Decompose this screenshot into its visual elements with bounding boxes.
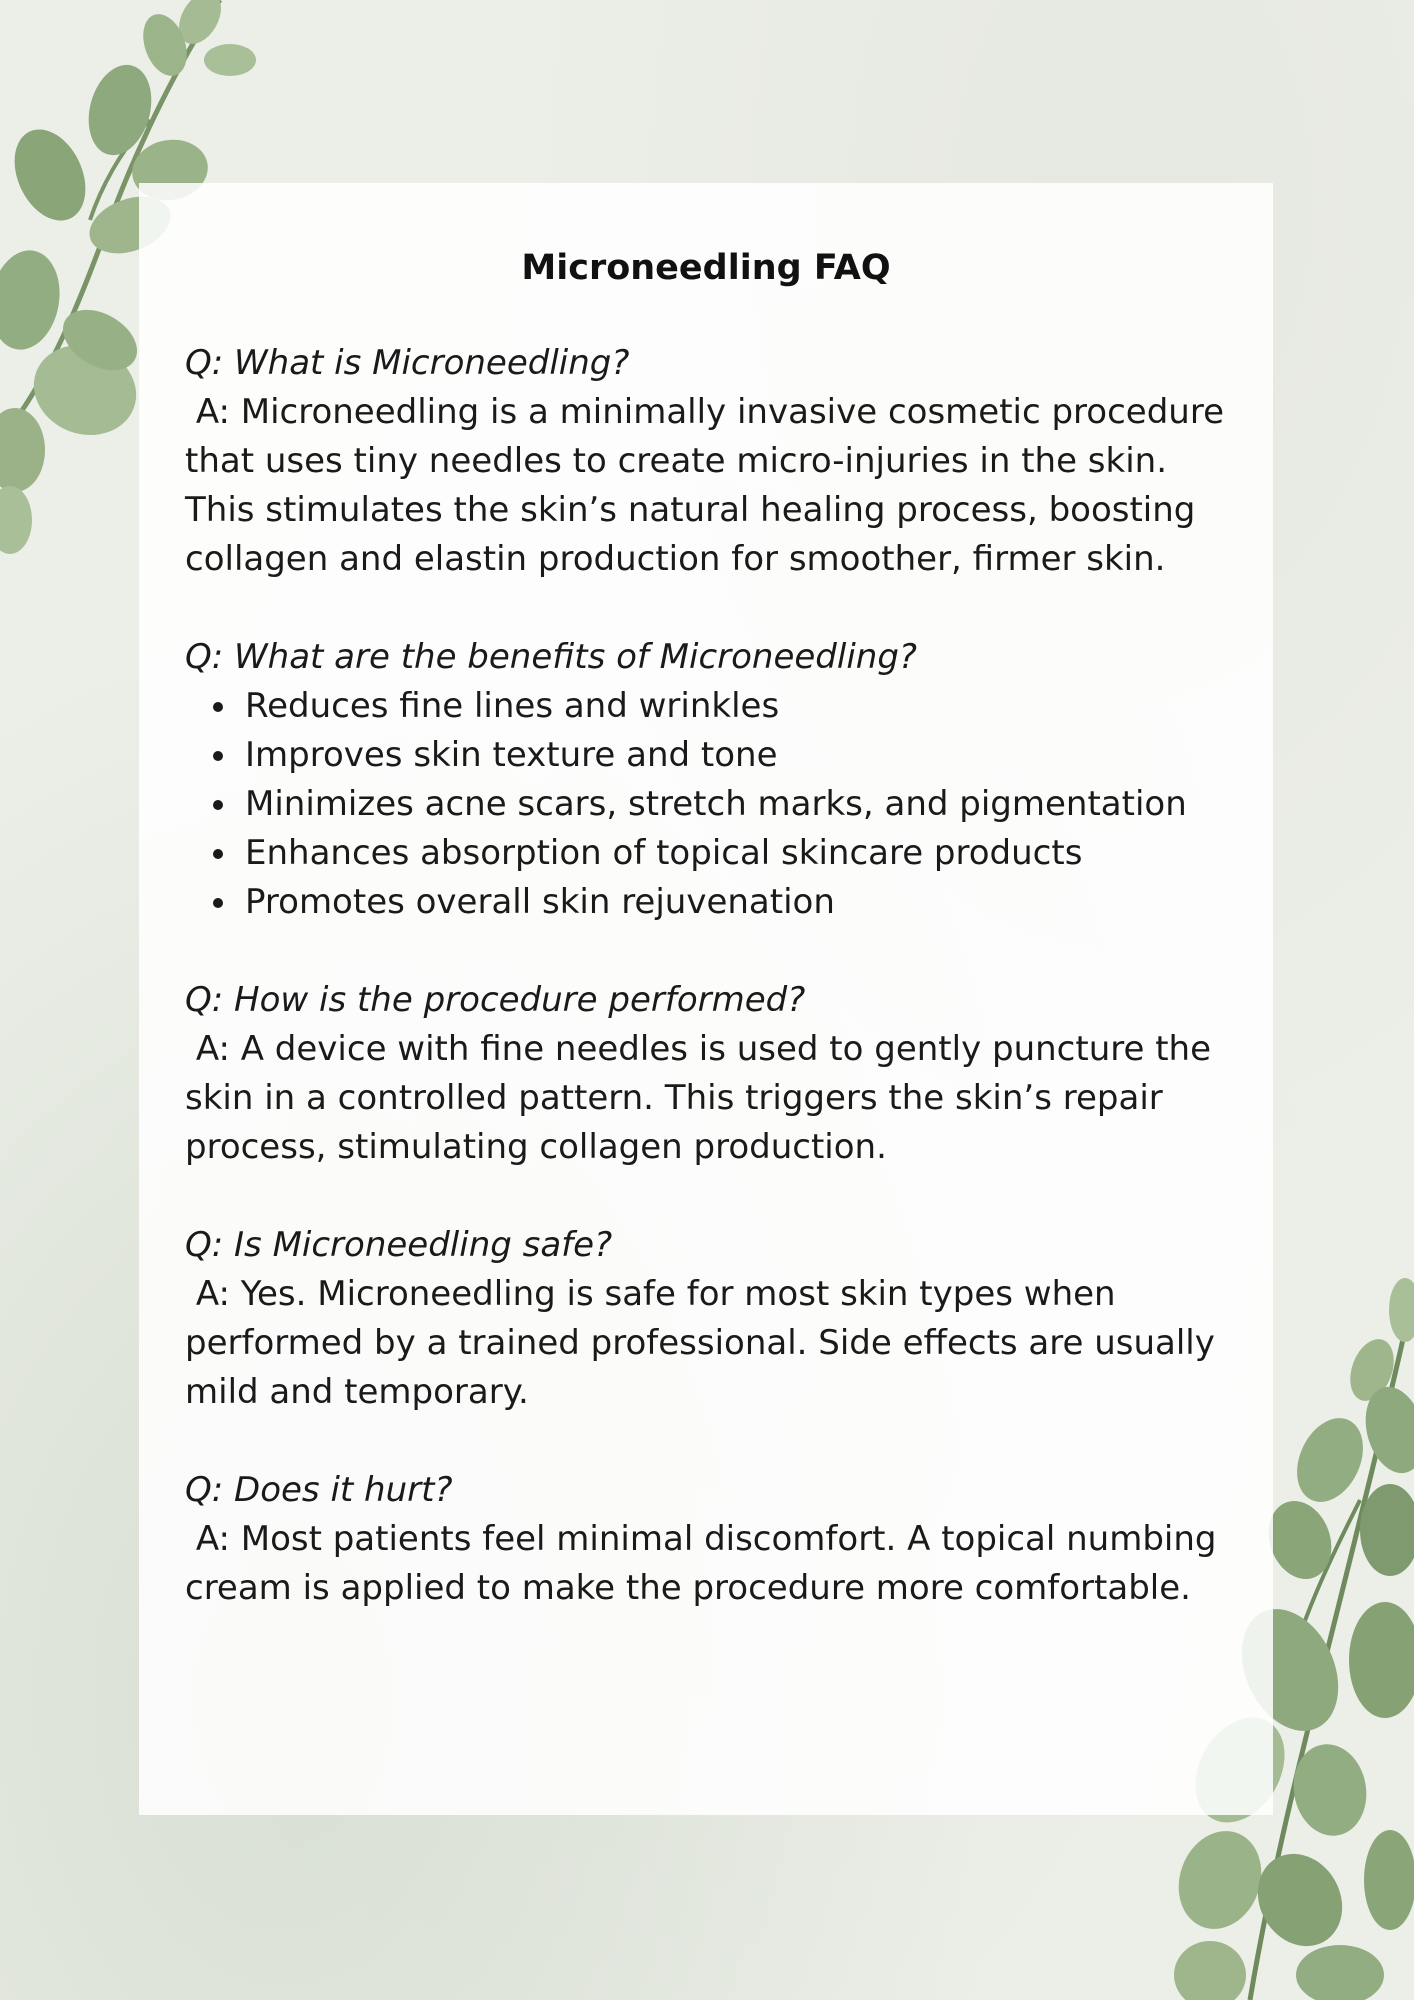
benefit-text: Promotes overall skin rejuvenation: [245, 882, 835, 922]
faq-question: Q: What are the benefits of Microneedling?: [185, 637, 917, 677]
faq-item: [185, 339, 1235, 584]
bullet-icon: [213, 800, 223, 810]
benefit-text: Reduces fine lines and wrinkles: [245, 686, 780, 726]
faq-question: Q: How is the procedure performed?: [185, 980, 806, 1020]
faq-question: Q: Does it hurt?: [185, 1470, 453, 1510]
faq-item: [185, 1221, 1227, 1417]
faq-answer: A: Most patients feel minimal discomfort. A topical numbing cream is applied to make the procedure more comfortable.: [185, 1519, 1228, 1608]
bullet-icon: [213, 751, 223, 761]
list-item: [245, 731, 1227, 780]
faq-item: [185, 633, 1227, 927]
benefit-text: Enhances absorption of topical skincare products: [245, 833, 1083, 873]
faq-question: Q: Is Microneedling safe?: [185, 1225, 613, 1265]
bullet-icon: [213, 849, 223, 859]
faq-list: [185, 339, 1235, 1613]
faq-item: [185, 976, 1227, 1172]
list-item: [245, 780, 1227, 829]
faq-answer: A: Microneedling is a minimally invasive cosmetic procedure that uses tiny needles to create micro-injuries in the skin. This stimulates the skin’s natural healing process, boosting collagen and elastin production for smoother, firmer skin.: [185, 392, 1235, 579]
faq-item: [185, 1466, 1227, 1613]
benefit-text: Improves skin texture and tone: [245, 735, 778, 775]
page-title: Microneedling FAQ: [521, 248, 891, 288]
faq-answer: A: A device with fine needles is used to gently puncture the skin in a controlled pattern. This triggers the skin’s repair process, stimulating collagen production.: [185, 1029, 1222, 1167]
bullet-icon: [213, 702, 223, 712]
list-item: [245, 682, 1227, 731]
benefits-list: [185, 682, 1227, 927]
faq-question: Q: What is Microneedling?: [185, 343, 630, 383]
faq-card: [139, 183, 1273, 1815]
list-item: [245, 829, 1227, 878]
benefit-text: Minimizes acne scars, stretch marks, and pigmentation: [245, 784, 1187, 824]
bullet-icon: [213, 898, 223, 908]
faq-answer: A: Yes. Microneedling is safe for most skin types when performed by a trained professional. Side effects are usually mild and temporary.: [185, 1274, 1226, 1412]
list-item: [245, 878, 1227, 927]
